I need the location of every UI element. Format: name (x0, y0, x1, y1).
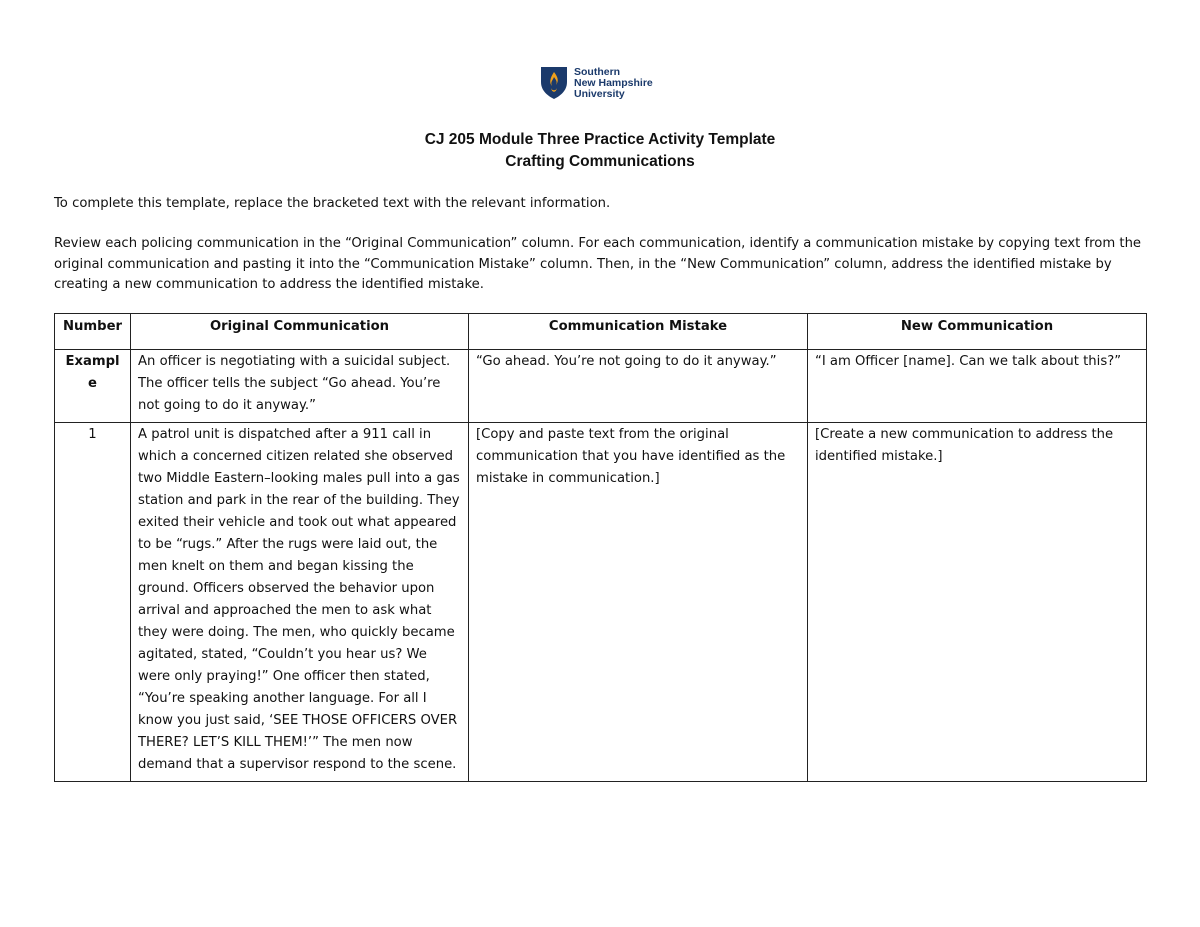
row-number: 1 (55, 423, 131, 782)
document-title (0, 129, 1200, 173)
logo-line-3: University (574, 87, 625, 100)
communication-mistake-cell[interactable]: [Copy and paste text from the original communication that you have identified as the mistake in communication.] (469, 423, 808, 782)
header-number: Number (55, 314, 131, 350)
header-original-communication: Original Communication (131, 314, 469, 350)
communication-mistake-cell: “Go ahead. You’re not going to do it anyway.” (469, 350, 808, 423)
intro-instruction: To complete this template, replace the bracketed text with the relevant information. (54, 196, 611, 211)
header-new-communication: New Communication (808, 314, 1147, 350)
table-header-row (55, 314, 1147, 350)
logo-line-2: New Hampshire (574, 76, 653, 89)
new-communication-cell: “I am Officer [name]. Can we talk about this?” (808, 350, 1147, 423)
review-instruction: Review each policing communication in the “Original Communication” column. For each communication, identify a communication mistake by copying text from the original communication and pasting it into the “Communication Mistake” column. Then, in the “New Communication” column, address the identified mistake by creating a new communication to address the identified mistake. (54, 236, 1142, 292)
title-line-1: CJ 205 Module Three Practice Activity Template (424, 131, 776, 148)
logo-wordmark (574, 67, 653, 100)
table-row-1 (55, 423, 1147, 782)
communications-table (54, 313, 1147, 782)
original-communication-cell: A patrol unit is dispatched after a 911 call in which a concerned citizen related she observed two Middle Eastern–looking males pull into a gas station and park in the rear of the building. They exited their vehicle and took out what appeared to be “rugs.” After the rugs were laid out, the men knelt on them and began kissing the ground. Officers observed the behavior upon arrival and approached the men to ask what they were doing. The men, who quickly became agitated, stated, “Couldn’t you hear us? We were only praying!” One officer then stated, “You’re speaking another language. For all I know you just said, ‘SEE THOSE OFFICERS OVER THERE? LET’S KILL THEM!’” The men now demand that a supervisor respond to the scene. (131, 423, 469, 782)
university-logo (539, 66, 653, 100)
row-number: Example (55, 350, 131, 423)
table-row-example (55, 350, 1147, 423)
original-communication-cell: An officer is negotiating with a suicidal subject. The officer tells the subject “Go ahead. You’re not going to do it anyway.” (131, 350, 469, 423)
header-communication-mistake: Communication Mistake (469, 314, 808, 350)
title-line-2: Crafting Communications (505, 153, 695, 170)
logo-line-1: Southern (574, 65, 621, 78)
snhu-shield-flame-icon (539, 66, 569, 100)
new-communication-cell[interactable]: [Create a new communication to address the identified mistake.] (808, 423, 1147, 782)
